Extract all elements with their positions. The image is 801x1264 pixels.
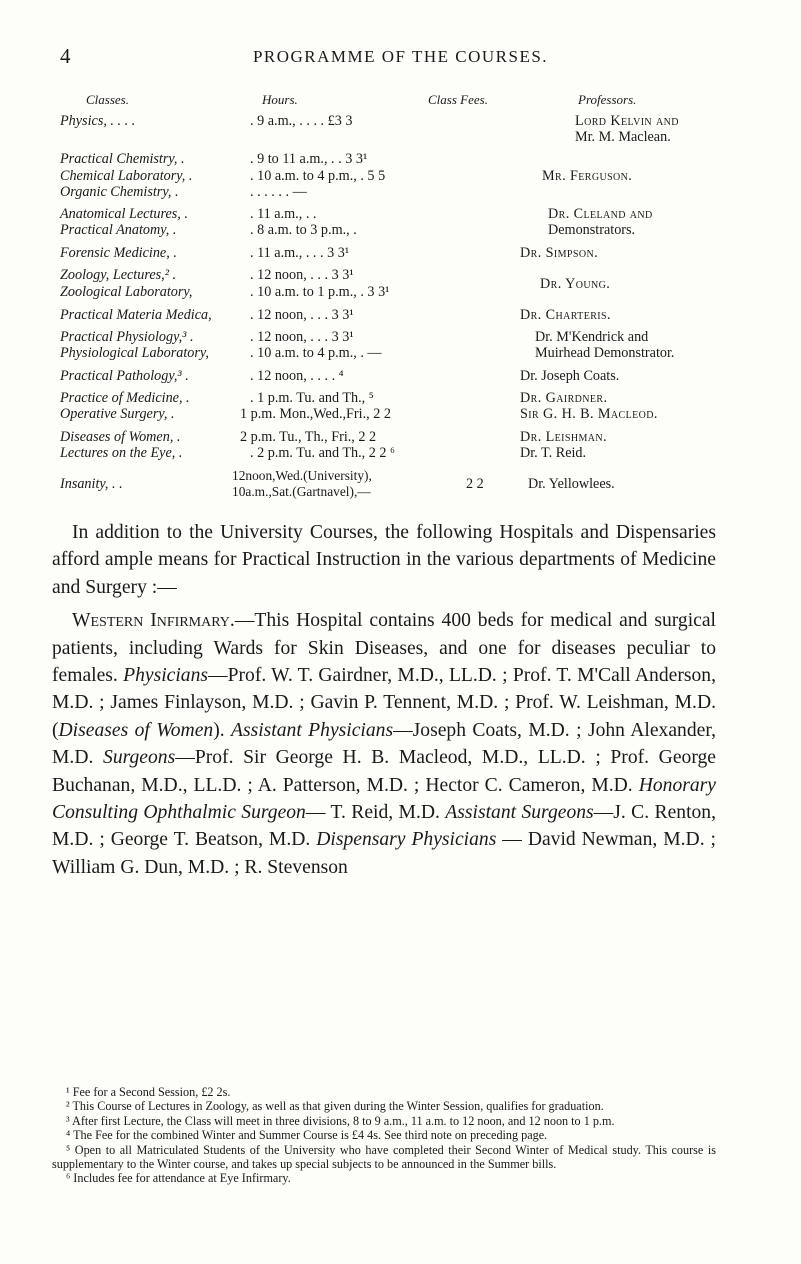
table-row [0,168,801,184]
class-hours: 2 p.m. Tu., Th., Fri., 2 2 [240,429,377,445]
class-name: Operative Surgery, . [60,406,175,422]
class-name: Zoological Laboratory, [60,284,193,300]
table-row [0,206,801,222]
table-row [0,445,801,461]
professor: Dr. Charteris. [520,307,611,323]
surgeons-label: Surgeons [103,747,176,769]
table-row [0,390,801,406]
assistant-surgeons-label: Assistant Surgeons [445,802,594,824]
table-row [0,406,801,422]
surgeons-list: —Prof. Sir George H. B. Macleod, M.D., LL.D. ; Prof. George Buchanan, M.D., LL.D. ; A. Patterson, M.D. ; Hector C. Cameron, M.D. [52,747,716,796]
class-name: Practical Physiology,³ . [60,329,194,345]
footnote: ³ After first Lecture, the Class will meet in three divisions, 8 to 9 a.m., 11 a.m. to 12 noon, and 12 noon to 1 p.m. [66,1113,615,1128]
class-name: Practical Pathology,³ . [60,368,189,384]
footnotes [52,1085,716,1186]
professor: Dr. Simpson. [520,245,599,261]
footnote: ⁵ Open to all Matriculated Students of the University who have completed their Second Winter of Medical study. This course is supplementary to the Winter course, and takes up special subjects to be announced in the Summer bills. [52,1142,716,1172]
column-header-fees: Class Fees. [428,92,488,107]
professor: Sir G. H. B. Macleod. [520,406,658,422]
class-hours: . 12 noon, . . . 3 3¹ [250,329,354,345]
class-hours: . 12 noon, . . . 3 3¹ [250,307,354,323]
professor: Dr. Young. [540,276,611,292]
diseases-label: Diseases of Women [58,719,214,741]
class-hours: . 10 a.m. to 4 p.m., . 5 5 [250,168,386,184]
class-hours: . 9 to 11 a.m., . . 3 3¹ [250,151,368,167]
column-header-classes: Classes. [86,92,129,107]
intro-paragraph: In addition to the University Courses, the following Hospitals and Dispensaries afford ample means for Practical Instruction in the various departments of Medicine and Surgery :— [52,522,716,598]
class-hours: 1 p.m. Mon.,Wed.,Fri., 2 2 [240,406,391,422]
class-name: Physics, . . . . [60,113,136,129]
class-hours: . 12 noon, . . . . ⁴ [250,368,344,384]
infirmary-name: Western Infirmary. [72,610,235,632]
class-name: Insanity, . . [60,476,123,492]
class-hours: . 11 a.m., . . [250,206,317,222]
class-name: Practice of Medicine, . [60,390,190,406]
professor: Muirhead Demonstrator. [535,345,675,361]
table-row [0,267,801,283]
body-text [52,519,716,881]
class-name: Forensic Medicine, . [60,245,177,261]
table-row [0,307,801,323]
column-header-hours: Hours. [262,92,298,107]
table-row [0,484,801,500]
professor: Demonstrators. [548,222,636,238]
table-row [0,276,801,300]
class-name: Anatomical Lectures, . [60,206,188,222]
running-head: PROGRAMME OF THE COURSES. [252,47,549,66]
professor: Mr. M. Maclean. [575,129,671,145]
class-hours: . 2 p.m. Tu. and Th., 2 2 ⁶ [250,445,396,461]
table-row [0,329,801,345]
assistant-physicians-label: Assistant Physicians [231,719,394,741]
professor: Mr. Ferguson. [542,168,633,184]
class-hours: . 8 a.m. to 3 p.m., . [250,222,357,238]
assistant-physicians-list: —Joseph Coats, M.D. ; John Alexander, M.D. [52,719,716,769]
class-name: Practical Chemistry, . [60,151,185,167]
class-hours: . 9 a.m., . . . . £3 3 [250,113,353,129]
professor: Dr. M'Kendrick and [535,329,649,345]
column-header-professors: Professors. [578,92,637,107]
class-name: Physiological Laboratory, [60,345,209,361]
punctuation: ). [213,719,232,741]
table-row [0,113,801,129]
class-hours: . 10 a.m. to 1 p.m., . 3 3¹ [250,284,390,300]
table-row [0,429,801,445]
physicians-list: —Prof. W. T. Gairdner, M.D., LL.D. ; Prof. T. M'Call Anderson, M.D. ; James Finlayson, M.D. ; Gavin P. Tennent, M.D. ; Prof. W. Leishman, M.D. ( [52,665,716,741]
table-row [0,129,801,145]
table-row [0,368,801,384]
table-row [0,184,801,200]
class-hours: . 11 a.m., . . . 3 3¹ [250,245,350,261]
dispensary-label: Dispensary Physicians [316,829,497,851]
page-number: 4 [60,44,71,68]
infirmary-description: —This Hospital contains 400 beds for medical and surgical patients, including Wards for Skin Diseases, and one for diseases peculiar to females. [52,610,716,687]
footnote: ¹ Fee for a Second Session, £2 2s. [66,1085,231,1099]
class-name: Practical Anatomy, . [60,222,177,238]
professor: Dr. Joseph Coats. [520,368,620,384]
table-row [0,245,801,261]
class-name: Lectures on the Eye, . [60,445,183,461]
table-row [0,151,801,167]
dispensary-list: — David Newman, M.D. ; William G. Dun, M.D. ; R. Stevenson [52,829,716,878]
honorary-label: Honorary Consulting Ophthalmic Surgeon [52,774,717,824]
table-row [0,345,801,361]
class-hours: . 12 noon, . . . 3 3¹ [250,267,354,283]
class-fee: 2 2 [466,476,484,492]
class-name: Diseases of Women, . [60,429,181,445]
class-name: Chemical Laboratory, . [60,168,193,184]
infirmary-paragraph [52,607,716,881]
professor: Dr. Leishman. [520,429,607,445]
class-hours: . . . . . . — [250,184,307,200]
professor: Lord Kelvin and [575,113,679,129]
footnote: ⁴ The Fee for the combined Winter and Summer Course is £4 4s. See third note on preceding page. [66,1128,548,1143]
class-hours: 10a.m.,Sat.(Gartnavel),— [232,484,371,499]
professor: Dr. T. Reid. [520,445,587,461]
professor: Dr. Cleland and [548,206,653,222]
class-name: Organic Chemistry, . [60,184,179,200]
physicians-label: Physicians [123,665,208,687]
honorary-surgeon: — T. Reid, M.D. [305,802,440,824]
footnote: ² This Course of Lectures in Zoology, as well as that given during the Winter Session, qualifies for graduation. [66,1099,604,1114]
assistant-surgeons-list: —J. C. Renton, M.D. ; George T. Beatson, M.D. [52,802,717,851]
professor: Dr. Yellowlees. [528,476,615,492]
class-name: Zoology, Lectures,² . [60,267,177,283]
footnote: ⁶ Includes fee for attendance at Eye Infirmary. [66,1171,291,1186]
class-hours: . 1 p.m. Tu. and Th., ⁵ [250,390,374,406]
class-hours: . 10 a.m. to 4 p.m., . — [250,345,382,361]
professor: Dr. Gairdner. [520,390,608,406]
class-name: Practical Materia Medica, [60,307,212,323]
class-hours: 12noon,Wed.(University), [232,468,372,483]
table-row [0,222,801,238]
